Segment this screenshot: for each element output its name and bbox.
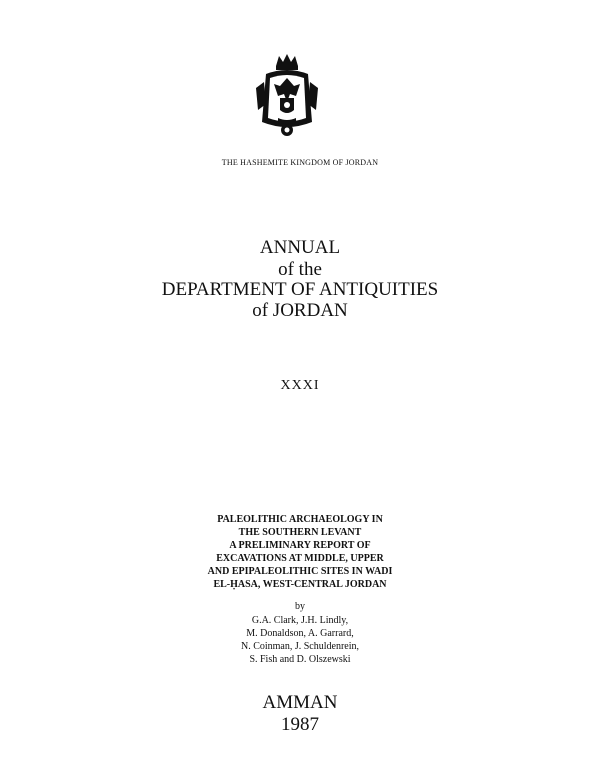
kingdom-caption: THE HASHEMITE KINGDOM OF JORDAN <box>221 158 379 167</box>
publication-year: 1987 <box>281 714 319 735</box>
article-title-line: THE SOUTHERN LEVANT <box>238 527 362 538</box>
article-title-line: A PRELIMINARY REPORT OF <box>229 540 371 551</box>
author-line: N. Coinman, J. Schuldenrein, <box>240 641 360 652</box>
volume-number: XXXI <box>280 378 320 393</box>
title-line-annual: ANNUAL <box>259 237 341 258</box>
author-line: G.A. Clark, J.H. Lindly, <box>251 615 349 626</box>
title-line-of-the: of the <box>278 259 322 280</box>
title-line-jordan: of JORDAN <box>252 300 348 321</box>
article-title-line: AND EPIPALEOLITHIC SITES IN WADI <box>207 566 393 577</box>
publication-place: AMMAN <box>262 692 338 713</box>
by-label: by <box>295 601 305 612</box>
title-line-department: DEPARTMENT OF ANTIQUITIES <box>161 279 439 300</box>
article-title-line: PALEOLITHIC ARCHAEOLOGY IN <box>217 514 383 525</box>
coat-of-arms-icon <box>254 52 320 138</box>
author-line: M. Donaldson, A. Garrard, <box>246 628 354 639</box>
author-line: S. Fish and D. Olszewski <box>249 654 351 665</box>
article-title-line: EL-ḤASA, WEST-CENTRAL JORDAN <box>213 579 387 590</box>
article-title-line: EXCAVATIONS AT MIDDLE, UPPER <box>216 553 384 564</box>
